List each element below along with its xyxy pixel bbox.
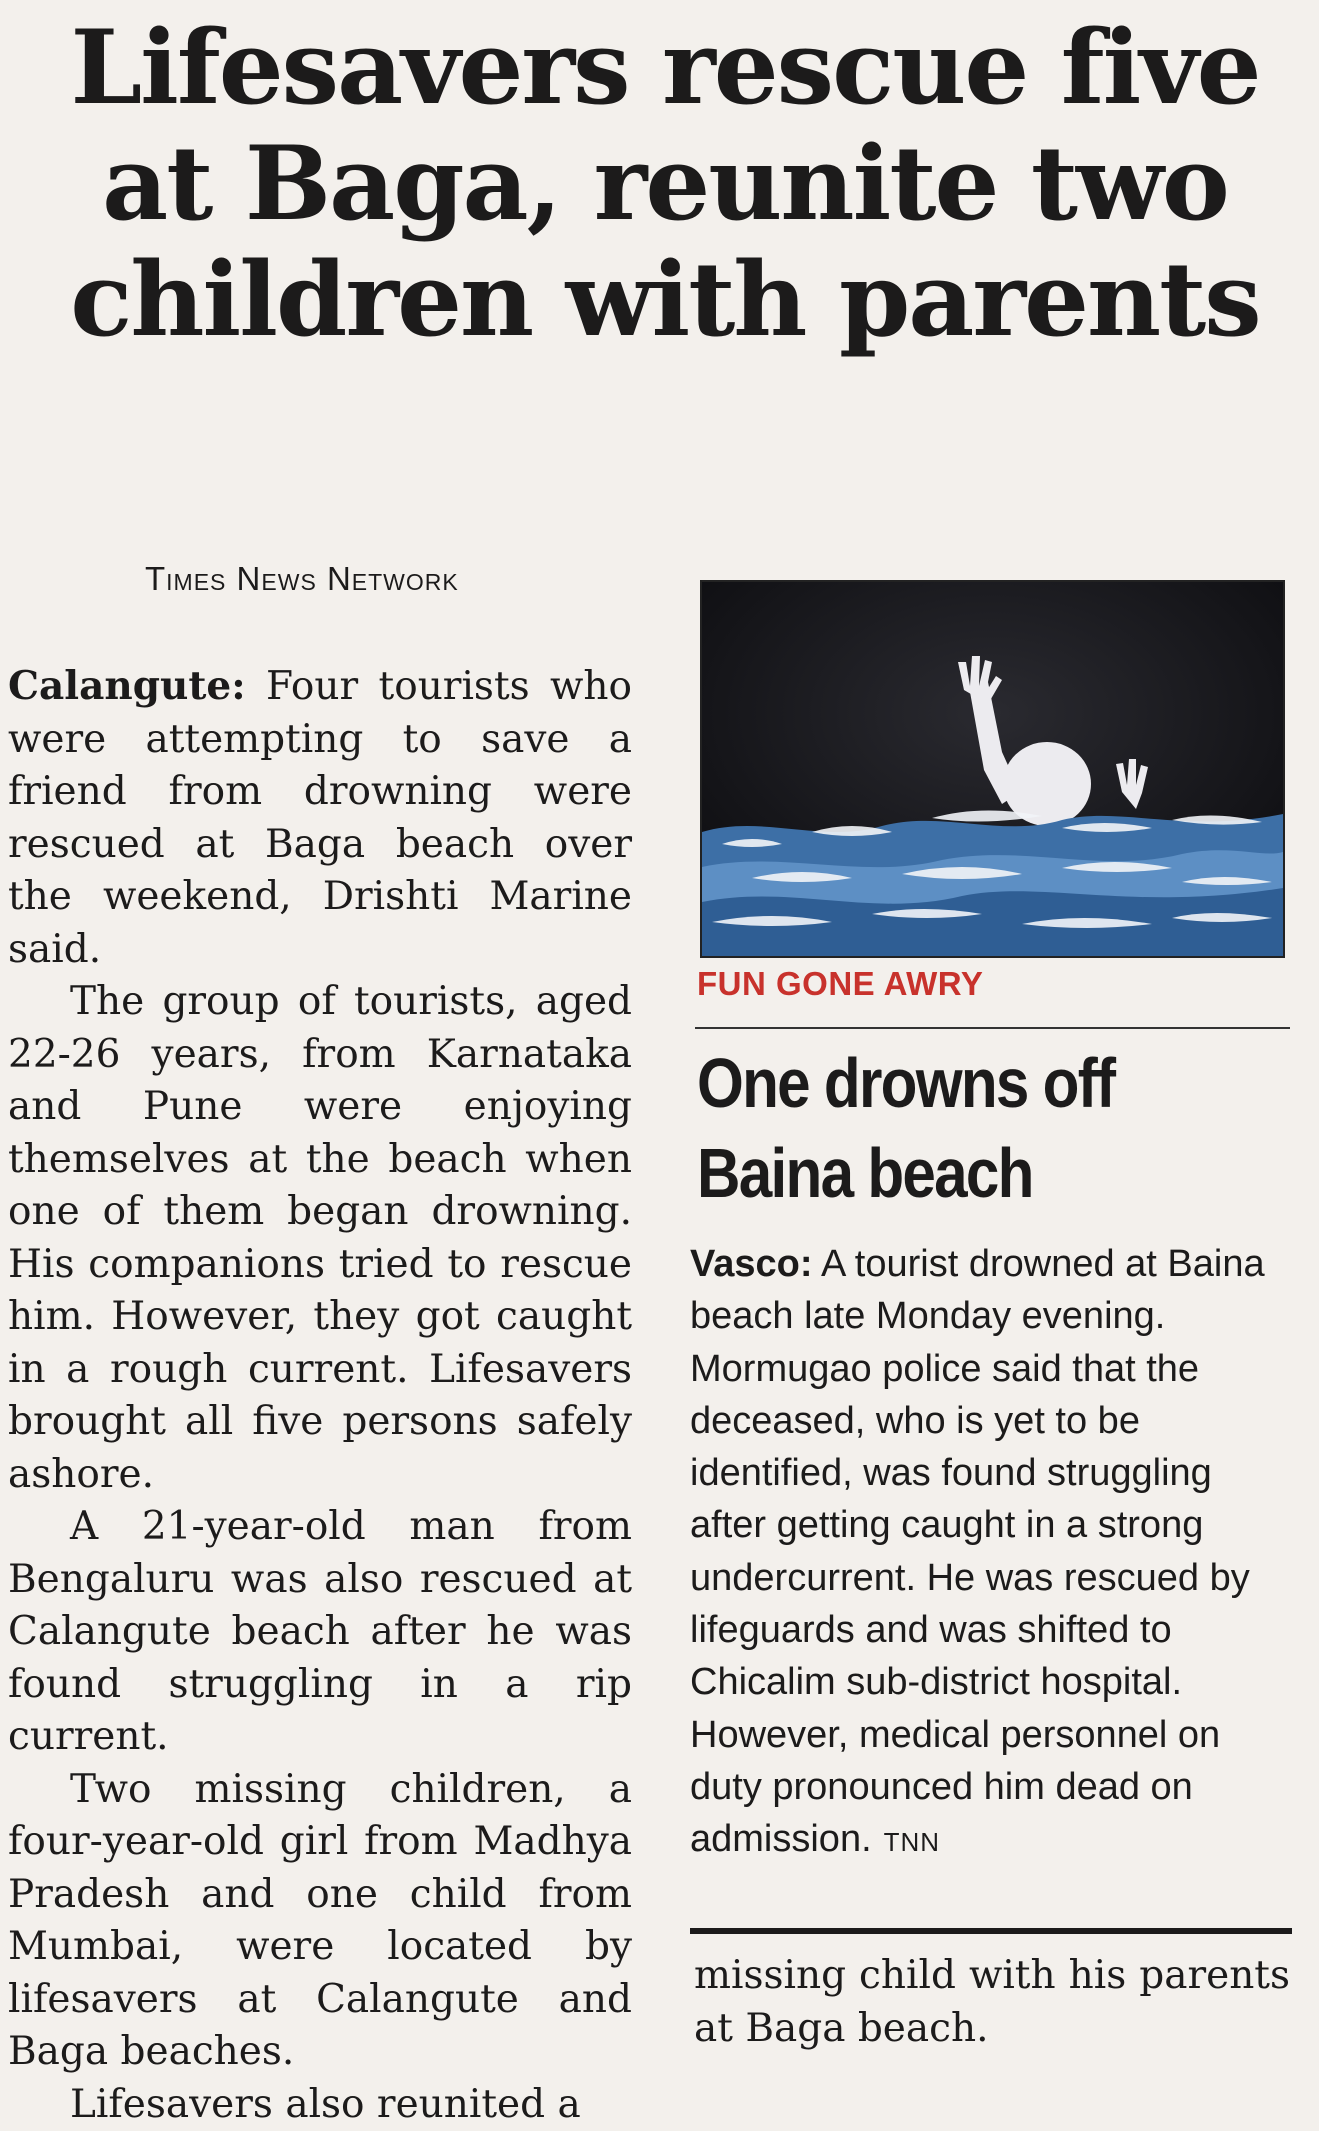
divider-rule xyxy=(695,1027,1290,1029)
sidebar-kicker: FUN GONE AWRY xyxy=(697,965,983,1003)
story-paragraph: missing child with his parents at Baga beach. xyxy=(694,1950,1290,2055)
headline xyxy=(40,10,1290,358)
headline-line-3: children with parents xyxy=(70,240,1259,360)
sidebar-paragraph: Vasco: A tourist drowned at Baina beach late Monday evening. Mormugao police said that the deceased, who is yet to be identified, was found struggling after getting caught in a strong undercurrent. He was rescued by lifeguards and was shifted to Chicalim sub-district hospital. However, medical personnel on duty pronounced him dead on admission. TNN xyxy=(690,1238,1290,1869)
story-paragraph: A 21-year-old man from Bengaluru was also rescued at Calangute beach after he was found struggling in a rip current. xyxy=(8,1501,632,1764)
sidebar-story xyxy=(690,1238,1290,1869)
sidebar-headline xyxy=(697,1038,1204,1218)
section-divider xyxy=(690,1928,1292,1934)
sidebar-headline-line-1: One drowns off xyxy=(697,1044,1114,1122)
sidebar-credit: TNN xyxy=(884,1827,940,1857)
headline-line-1: Lifesavers rescue five xyxy=(70,8,1259,128)
drowning-person-illustration xyxy=(700,580,1285,958)
byline: Times News Network xyxy=(145,560,459,598)
story-paragraph: Lifesavers also reunited a xyxy=(8,2079,632,2131)
headline-line-2: at Baga, reunite two xyxy=(102,124,1228,244)
main-story-continuation xyxy=(694,1950,1290,2055)
story-paragraph: Calangute: Four tourists who were attempting to save a friend from drowning were rescued at Baga beach over the weekend, Drishti Marine said. xyxy=(8,660,632,976)
sidebar-dateline: Vasco: xyxy=(690,1243,813,1285)
main-story-column xyxy=(8,660,632,2131)
sidebar-headline-line-2: Baina beach xyxy=(697,1134,1033,1212)
dateline: Calangute: xyxy=(8,663,246,709)
story-paragraph: Two missing children, a four-year-old girl from Madhya Pradesh and one child from Mumbai, were located by lifesavers at Calangute and Baga beaches. xyxy=(8,1764,632,2079)
story-paragraph: The group of tourists, aged 22-26 years, from Karnataka and Pune were enjoying themselves at the beach when one of them began drowning. His companions tried to rescue him. However, they got caught in a rough current. Lifesavers brought all five persons safely ashore. xyxy=(8,976,632,1501)
